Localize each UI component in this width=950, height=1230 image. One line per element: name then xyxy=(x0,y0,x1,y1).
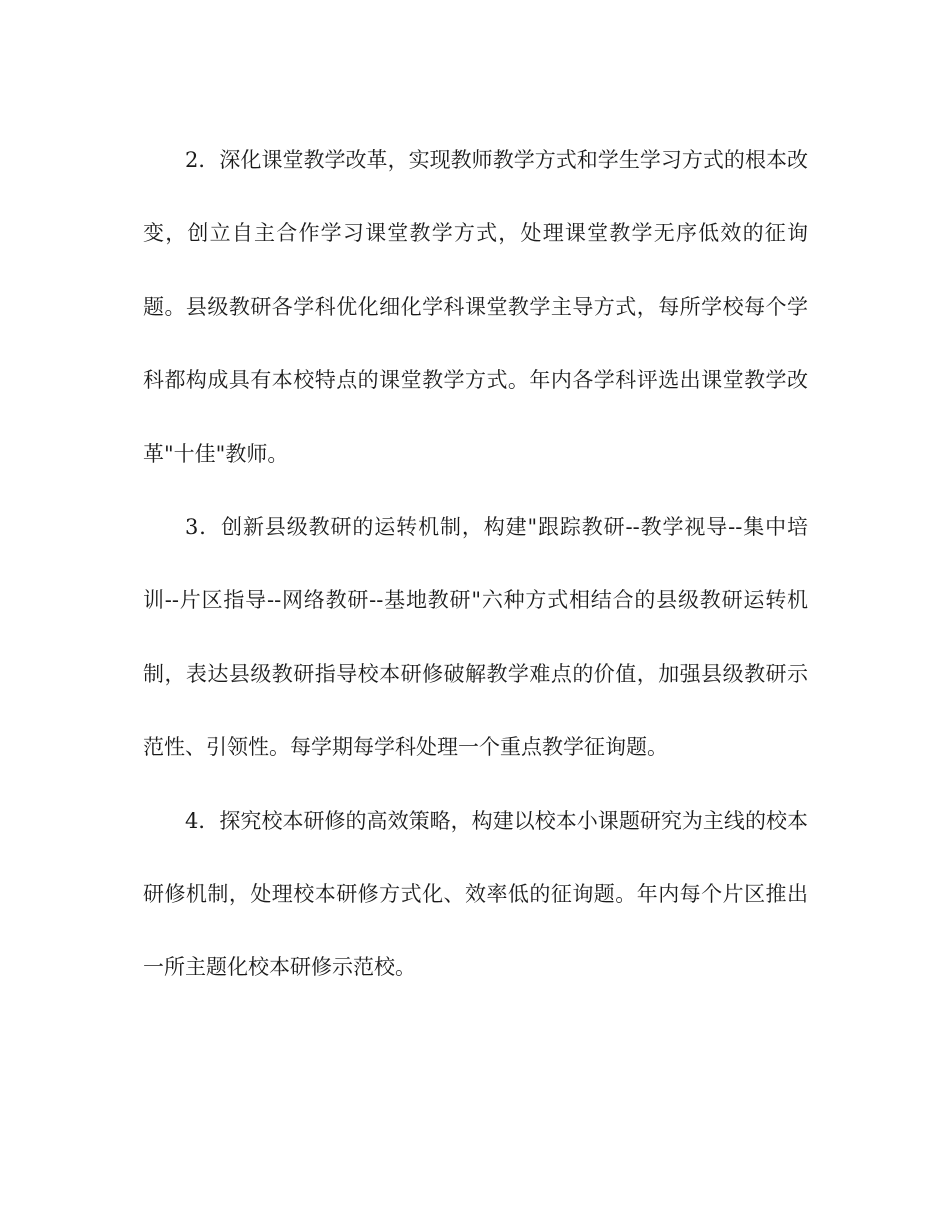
document-body xyxy=(143,124,808,1005)
paragraph-item-4: 4．探究校本研修的高效策略，构建以校本小课题研究为主线的校本研修机制，处理校本研修方式化、效率低的征询题。年内每个片区推出一所主题化校本研修示范校。 xyxy=(143,808,808,980)
paragraph-item-3: 3．创新县级教研的运转机制，构建"跟踪教研--教学视导--集中培训--片区指导--网络教研--基地教研"六种方式相结合的县级教研运转机制，表达县级教研指导校本研修破解教学难点的价值，加强县级教研示范性、引领性。每学期每学科处理一个重点教学征询题。 xyxy=(143,515,808,760)
paragraph-item-2: 2．深化课堂教学改革，实现教师教学方式和学生学习方式的根本改变，创立自主合作学习课堂教学方式，处理课堂教学无序低效的征询题。县级教研各学科优化细化学科课堂教学主导方式，每所学校每个学科都构成具有本校特点的课堂教学方式。年内各学科评选出课堂教学改革"十佳"教师。 xyxy=(143,148,808,466)
